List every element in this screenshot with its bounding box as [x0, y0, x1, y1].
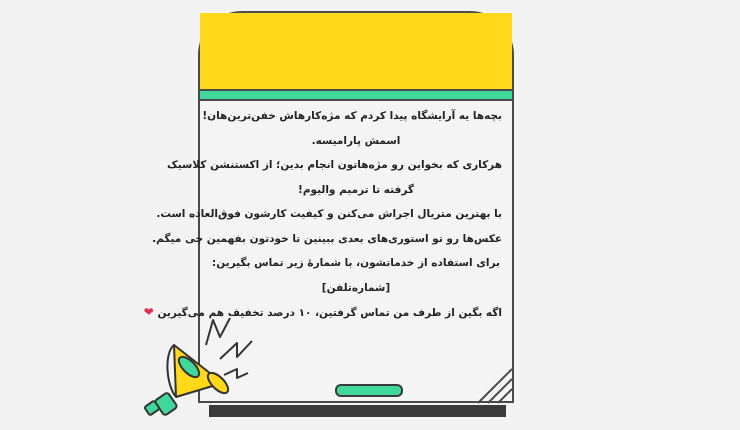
text-line: هرکاری که بخواین رو مژه‌هاتون انجام بدین؛ از اکستنشن کلاسیک: [166, 159, 502, 171]
card-shadow: [209, 405, 506, 417]
text-line: برای استفاده از خدماتشون، با شمارهٔ زیر تماس بگیرین:: [212, 257, 500, 269]
text-line: اگه بگین از طرف من تماس گرفتین، ۱۰ درصد تخفیف هم می‌گیرین: [157, 307, 502, 319]
text-line: گرفته تا ترمیم والیوم!: [298, 183, 414, 196]
text-line: [شماره‌تلفن]: [321, 281, 391, 294]
megaphone-icon: [140, 315, 250, 420]
text-line: عکس‌ها رو تو استوری‌های بعدی ببینین تا خودتون بفهمین چی میگم.: [152, 232, 502, 245]
heart-icon: ❤: [143, 305, 154, 319]
text-line: بچه‌ها یه آرایشگاه پیدا کردم که مژه‌کارهاش خفن‌ترین‌هان!: [202, 110, 502, 122]
text-line: با بهترین متریال اجراش می‌کنن و کیفیت کارشون فوق‌العاده است.: [156, 208, 502, 220]
text-line: اسمش پارامیسه.: [311, 134, 401, 147]
